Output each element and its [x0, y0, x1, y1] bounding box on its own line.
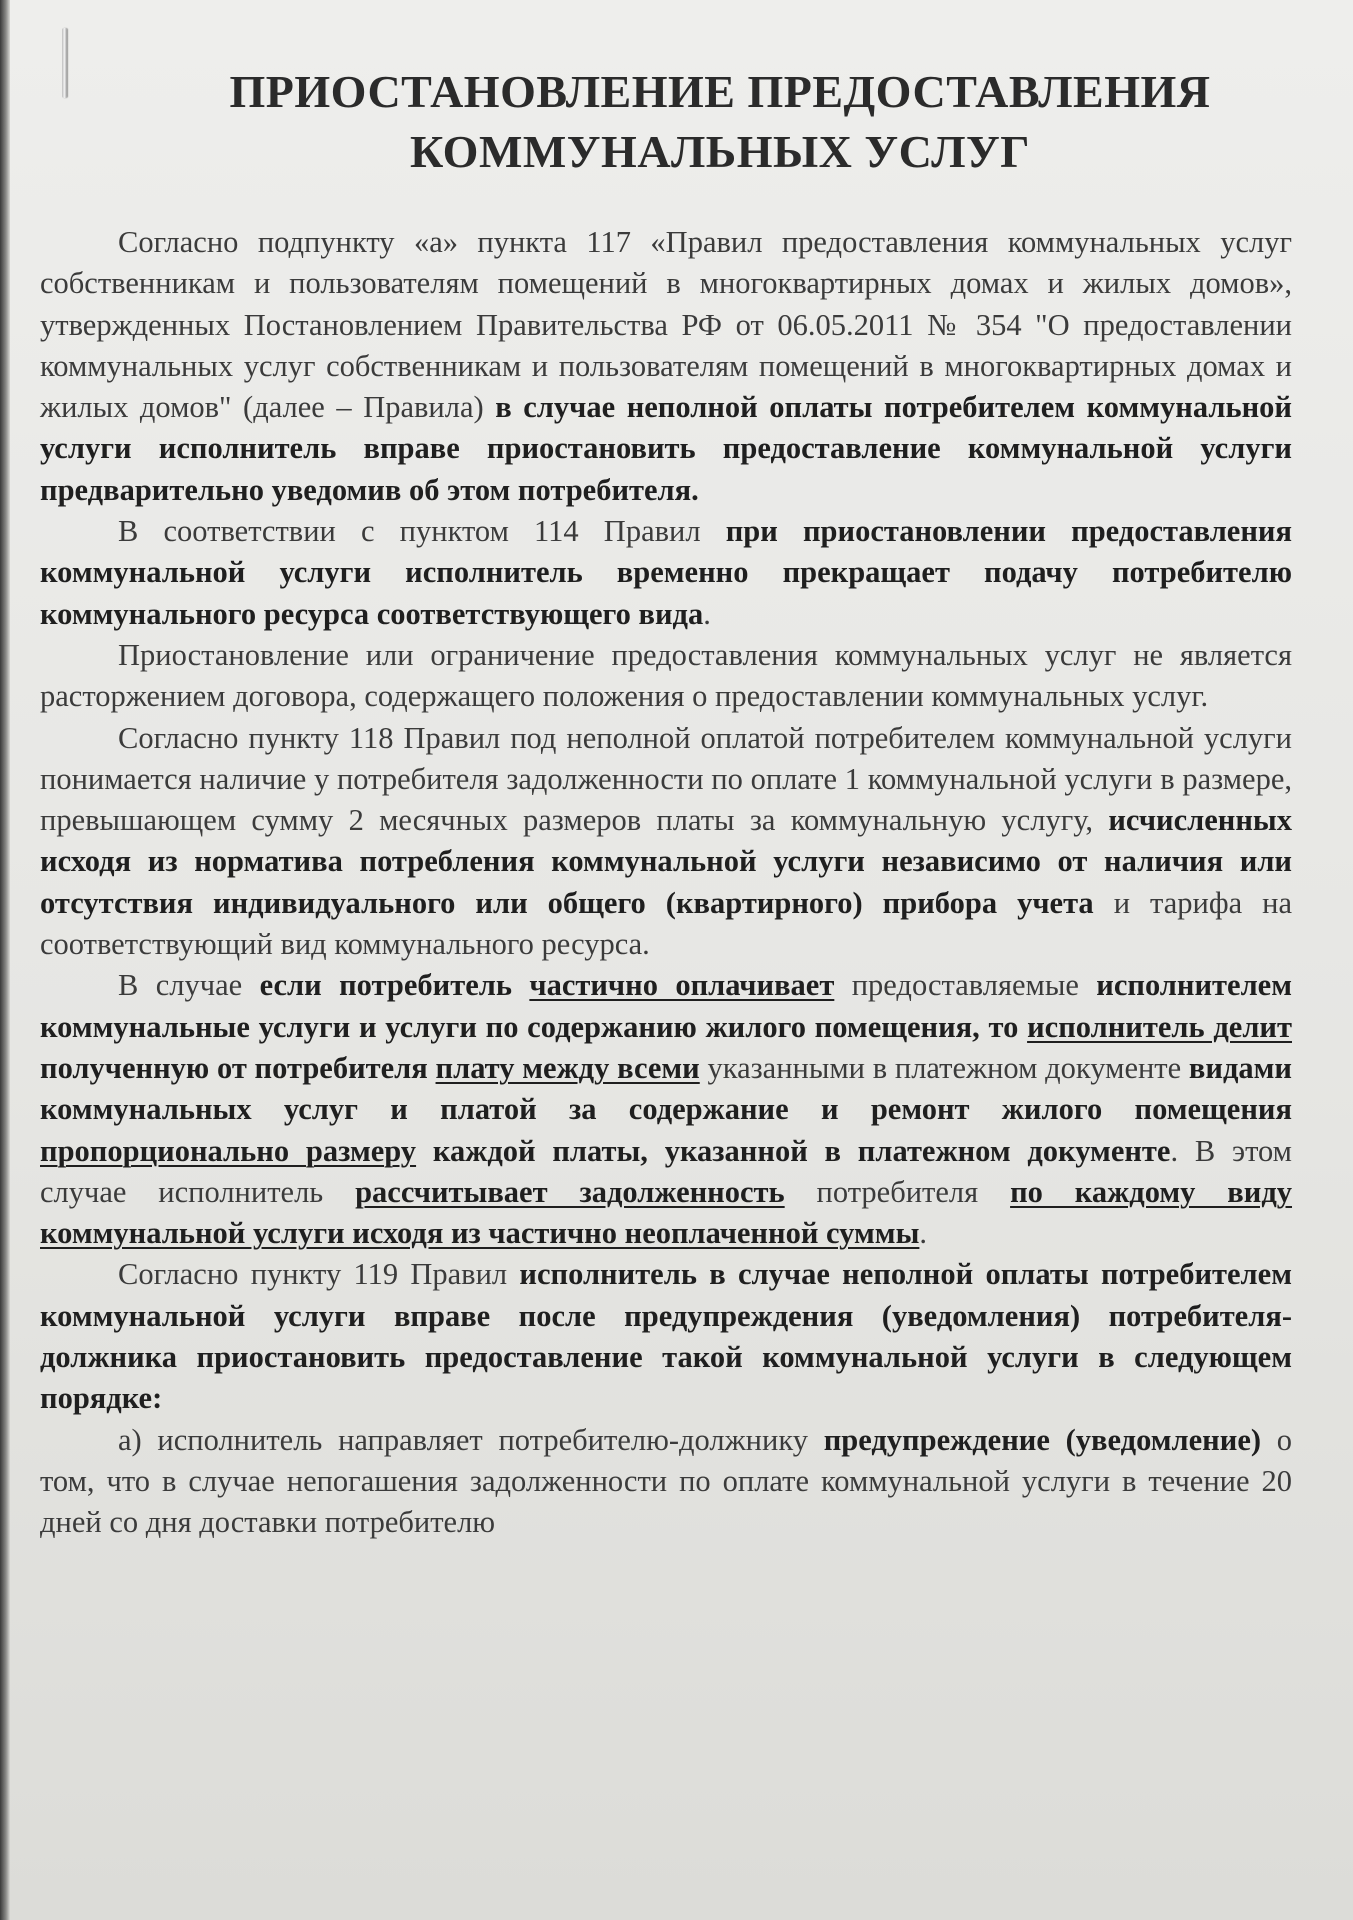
bold-run: исполнитель в случае неполной оплаты потребителем коммунальной услуги вправе после предупреждения (уведомления) потребителя-должника приостановить предоставление такой коммунальной услуги в следующем порядке: — [40, 1257, 1292, 1416]
underlined-run: плату между всеми — [435, 1050, 700, 1085]
paragraph-5 — [40, 965, 1292, 1254]
bold-run: если потребитель — [259, 968, 530, 1003]
text-run: о том, что в случае непогашения задолженности по оплате коммунальной услуги в течение 20 дней со дня доставки потребителю — [40, 1422, 1293, 1540]
paragraph-7 — [40, 1420, 1292, 1544]
text-run: В соответствии с пунктом 114 Правил — [118, 514, 726, 549]
text-run: а) исполнитель направляет потребителю-должнику — [118, 1422, 824, 1457]
staple-icon — [62, 28, 67, 98]
paragraph-2 — [40, 511, 1292, 635]
bold-run: исчисленных исходя из норматива потребления коммунальной услуги независимо от наличия или отсутствия индивидуального или общего (квартирного) прибора учета — [40, 803, 1292, 920]
paragraph-4 — [40, 718, 1292, 966]
bold-run: каждой платы, указанной в платежном документе — [416, 1133, 1171, 1168]
document-body — [40, 222, 1292, 1544]
title-line-2: КОММУНАЛЬНЫХ УСЛУГ — [409, 126, 1031, 177]
document-title — [80, 62, 1353, 182]
text-run: . В этом случае исполнитель — [40, 1133, 1292, 1209]
paragraph-3 — [40, 635, 1292, 718]
underlined-run: рассчитывает задолженность — [355, 1174, 785, 1209]
text-run: потребителя — [784, 1174, 1011, 1209]
paragraph-1 — [40, 222, 1292, 511]
text-run: и тарифа на соответствующий вид коммунального ресурса. — [40, 885, 1292, 962]
text-run: Согласно подпункту «а» пункта 117 «Правил предоставления коммунальных услуг собственникам и пользователям помещений в многоквартирных домах и жилых домов», утвержденных Постановлением Правительства РФ от 06.05.2011 № 354 "О предоставлении коммунальных услуг собственникам и пользователям помещений в многоквартирных домах и жилых домов" (далее – Правила) — [40, 225, 1292, 425]
bold-run: видами коммунальных услуг и платой за содержание и ремонт жилого помещения — [40, 1050, 1292, 1127]
text-run: Согласно пункту 118 Правил под неполной оплатой потребителем коммунальной услуги понимается наличие у потребителя задолженности по оплате 1 коммунальной услуги в размере, превышающем сумму 2 месячных размеров платы за коммунальную услугу, — [40, 720, 1292, 838]
bold-run: исполнителем коммунальные услуги и услуги по содержанию жилого помещения, то — [40, 968, 1292, 1044]
bold-run: полученную от потребителя — [40, 1050, 436, 1085]
title-line-1: ПРИОСТАНОВЛЕНИЕ ПРЕДОСТАВЛЕНИЯ — [229, 66, 1211, 117]
underlined-run: частично оплачивает — [529, 968, 835, 1003]
underlined-run: пропорционально размеру — [40, 1133, 417, 1168]
text-run: Приостановление или ограничение предоставления коммунальных услуг не является расторжением договора, содержащего положения о предоставлении коммунальных услуг. — [40, 637, 1292, 714]
page-edge-shadow — [0, 0, 10, 1920]
text-run: В случае — [118, 968, 260, 1003]
bold-run: при приостановлении предоставления коммунальной услуги исполнитель временно прекращает подачу потребителю коммунального ресурса соответствующего вида — [40, 514, 1292, 631]
bold-run: в случае неполной оплаты потребителем коммунальной услуги исполнитель вправе приостановить предоставление коммунальной услуги предварительно уведомив об этом потребителя. — [40, 390, 1292, 507]
underlined-run: по каждому виду коммунальной услуги исходя из частично неоплаченной суммы — [40, 1174, 1293, 1251]
paragraph-6 — [40, 1254, 1292, 1419]
text-run: . — [703, 596, 711, 631]
bold-run: предупреждение (уведомление) — [823, 1422, 1262, 1457]
text-run: Согласно пункту 119 Правил — [118, 1257, 520, 1292]
text-run: указанными в платежном документе — [699, 1050, 1189, 1085]
underlined-run: исполнитель делит — [1027, 1009, 1292, 1044]
text-run: . — [919, 1216, 928, 1251]
text-run: предоставляемые — [834, 968, 1097, 1003]
